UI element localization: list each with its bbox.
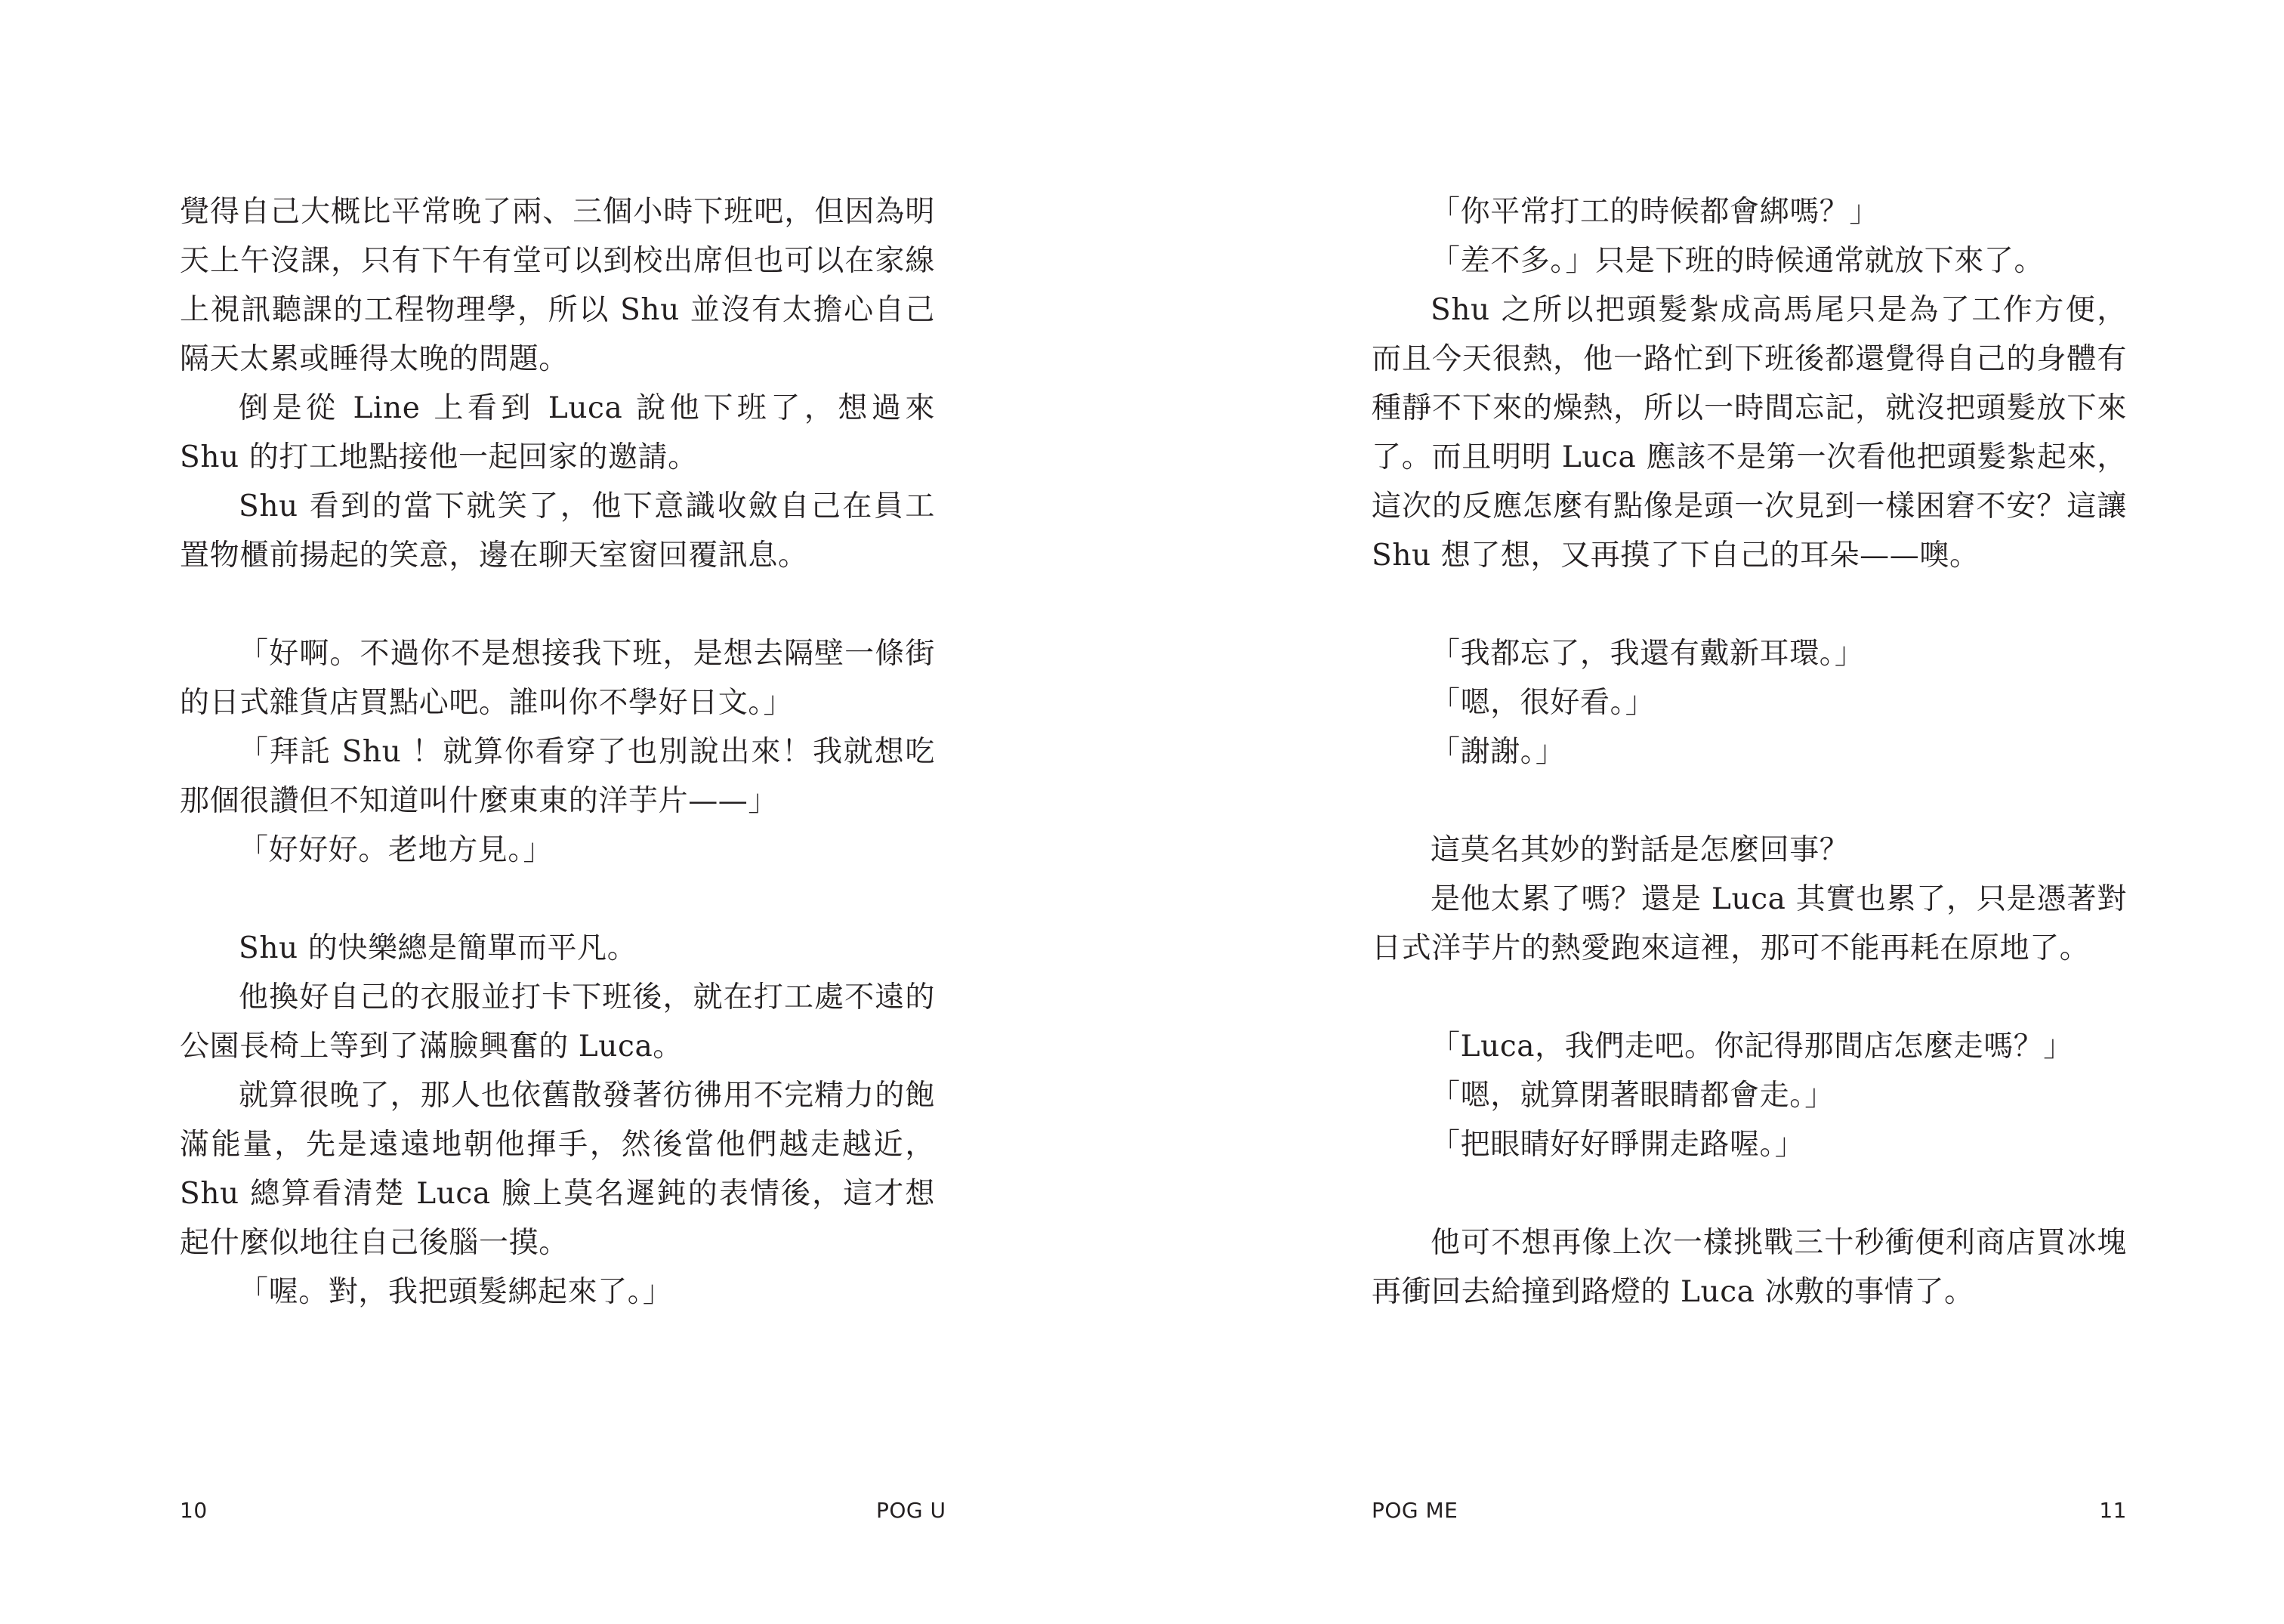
running-head: POG ME: [1372, 1498, 1458, 1523]
dialogue-line: 「好好好。老地方見。」: [239, 833, 554, 867]
dialogue-line: 「嗯，很好看。」: [1431, 686, 1656, 720]
left-page-text: [180, 187, 935, 1317]
dialogue-line: 「好啊。不過你不是想接我下班，是想去隔壁一條街的日式雜貨店買點心吧。誰叫你不學好日文。」: [180, 637, 935, 720]
dialogue-line: 「把眼睛好好睜開走路喔。」: [1431, 1128, 1805, 1162]
paragraph-gap: [1372, 1169, 2127, 1218]
paragraph: Shu 之所以把頭髮紮成高馬尾只是為了工作方便，而且今天很熱，他一路忙到下班後都還覺得自己的身體有種靜不下來的燥熱，所以一時間忘記，就沒把頭髮放下來了。而且明明 Luca 應該不是第一次看他把頭髮紮起來，這次的反應怎麼有點像是頭一次見到一樣困窘不安？這讓 Shu 想了想，又再摸了下自己的耳朵——噢。: [1372, 293, 2127, 573]
paragraph-gap: [180, 875, 935, 924]
right-page: [1142, 0, 2284, 1624]
dialogue-line: 「喔。對，我把頭髮綁起來了。」: [239, 1275, 673, 1309]
paragraph: 覺得自己大概比平常晚了兩、三個小時下班吧，但因為明天上午沒課，只有下午有堂可以到校出席但也可以在家線上視訊聽課的工程物理學，所以 Shu 並沒有太擔心自己隔天太累或睡得太晚的問題。: [180, 195, 935, 376]
page-number: 10: [180, 1498, 208, 1523]
paragraph-gap: [1372, 776, 2127, 826]
dialogue-line: 「你平常打工的時候都會綁嗎？」: [1431, 195, 1880, 229]
paragraph: 倒是從 Line 上看到 Luca 說他下班了，想過來 Shu 的打工地點接他一起回家的邀請。: [180, 391, 935, 474]
dialogue-line: 「差不多。」只是下班的時候通常就放下來了。: [1431, 244, 2045, 278]
paragraph: Shu 看到的當下就笑了，他下意識收斂自己在員工置物櫃前揚起的笑意，邊在聊天室窗回覆訊息。: [180, 489, 935, 573]
page-number: 11: [2099, 1498, 2127, 1523]
dialogue-line: 「謝謝。」: [1431, 735, 1566, 769]
paragraph-gap: [1372, 580, 2127, 629]
paragraph: 是他太累了嗎？還是 Luca 其實也累了，只是憑著對日式洋芋片的熱愛跑來這裡，那可不能再耗在原地了。: [1372, 882, 2127, 965]
paragraph: 這莫名其妙的對話是怎麼回事？: [1431, 833, 1850, 867]
dialogue-line: 「嗯，就算閉著眼睛都會走。」: [1431, 1079, 1835, 1113]
paragraph: 他可不想再像上次一樣挑戰三十秒衝便利商店買冰塊再衝回去給撞到路燈的 Luca 冰敷的事情了。: [1372, 1226, 2127, 1309]
paragraph-gap: [180, 580, 935, 629]
paragraph: 他換好自己的衣服並打卡下班後，就在打工處不遠的公園長椅上等到了滿臉興奮的 Luca。: [180, 980, 935, 1064]
paragraph-gap: [1372, 973, 2127, 1022]
dialogue-line: 「Luca，我們走吧。你記得那間店怎麼走嗎？」: [1431, 1030, 2073, 1064]
paragraph: 就算很晚了，那人也依舊散發著彷彿用不完精力的飽滿能量，先是遠遠地朝他揮手，然後當他們越走越近，Shu 總算看清楚 Luca 臉上莫名遲鈍的表情後，這才想起什麼似地往自己後腦一摸。: [180, 1079, 935, 1260]
right-page-text: [1372, 187, 2127, 1317]
running-head: POG U: [876, 1498, 946, 1523]
dialogue-line: 「我都忘了，我還有戴新耳環。」: [1431, 637, 1865, 671]
paragraph: Shu 的快樂總是簡單而平凡。: [239, 931, 637, 965]
dialogue-line: 「拜託 Shu ！就算你看穿了也別說出來！我就想吃那個很讚但不知道叫什麼東東的洋芋片——」: [180, 735, 935, 818]
